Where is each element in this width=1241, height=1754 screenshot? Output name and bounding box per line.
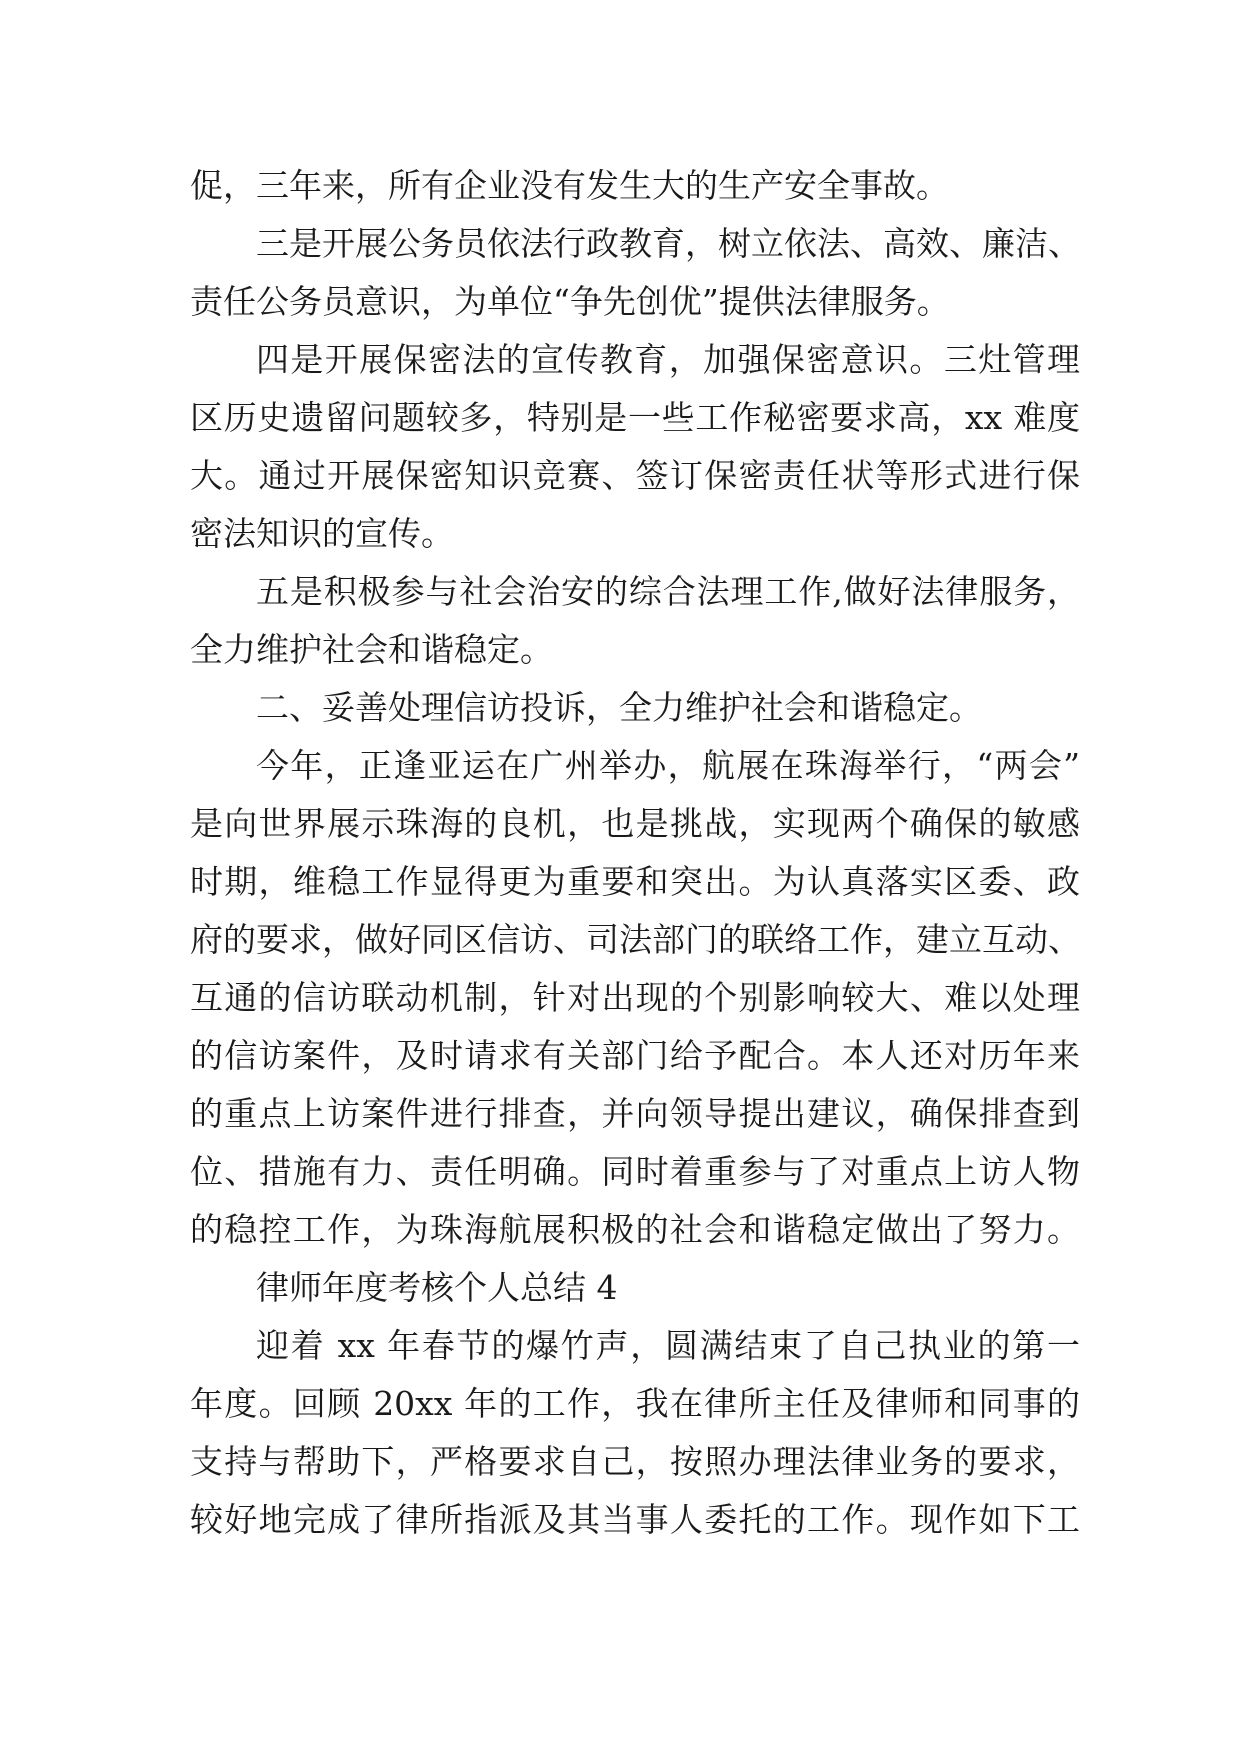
text-line: 的信访案件，及时请求有关部门给予配合。本人还对历年来 (190, 1036, 1080, 1075)
text-line: 位、措施有力、责任明确。同时着重参与了对重点上访人物 (190, 1152, 1080, 1191)
document-subtitle: 律师年度考核个人总结 4 (256, 1268, 618, 1307)
text-line: 的重点上访案件进行排查，并向领导提出建议，确保排查到 (190, 1094, 1080, 1133)
text-line: 促，三年来，所有企业没有发生大的生产安全事故。 (190, 166, 949, 205)
text-line: 年度。回顾 20xx 年的工作，我在律所主任及律师和同事的 (190, 1384, 1080, 1423)
text-line: 全力维护社会和谐稳定。 (190, 630, 553, 669)
text-line: 的稳控工作，为珠海航展积极的社会和谐稳定做出了努力。 (190, 1210, 1080, 1249)
text-line: 密法知识的宣传。 (190, 514, 454, 553)
text-line: 互通的信访联动机制，针对出现的个别影响较大、难以处理 (190, 978, 1080, 1017)
text-line: 较好地完成了律所指派及其当事人委托的工作。现作如下工 (190, 1500, 1080, 1539)
text-line: 责任公务员意识，为单位“争先创优”提供法律服务。 (190, 282, 950, 321)
section-heading: 二、妥善处理信访投诉，全力维护社会和谐稳定。 (256, 688, 982, 727)
text-line: 是向世界展示珠海的良机，也是挑战，实现两个确保的敏感 (190, 804, 1080, 843)
text-line: 大。通过开展保密知识竞赛、签订保密责任状等形式进行保 (190, 456, 1080, 495)
text-line: 支持与帮助下，严格要求自己，按照办理法律业务的要求， (190, 1442, 1080, 1481)
paragraph-start-line: 五是积极参与社会治安的综合法理工作,做好法律服务， (256, 572, 1080, 611)
paragraph-start-line: 三是开展公务员依法行政教育，树立依法、高效、廉洁、 (256, 224, 1081, 263)
text-line: 府的要求，做好同区信访、司法部门的联络工作，建立互动、 (190, 920, 1081, 959)
text-line: 时期，维稳工作显得更为重要和突出。为认真落实区委、政 (190, 862, 1080, 901)
paragraph-start-line: 四是开展保密法的宣传教育，加强保密意识。三灶管理 (256, 340, 1080, 379)
paragraph-start-line: 迎着 xx 年春节的爆竹声，圆满结束了自己执业的第一 (256, 1326, 1080, 1365)
text-line: 区历史遗留问题较多，特别是一些工作秘密要求高，xx 难度 (190, 398, 1080, 437)
paragraph-start-line: 今年，正逢亚运在广州举办，航展在珠海举行，“两会” (256, 746, 1080, 785)
